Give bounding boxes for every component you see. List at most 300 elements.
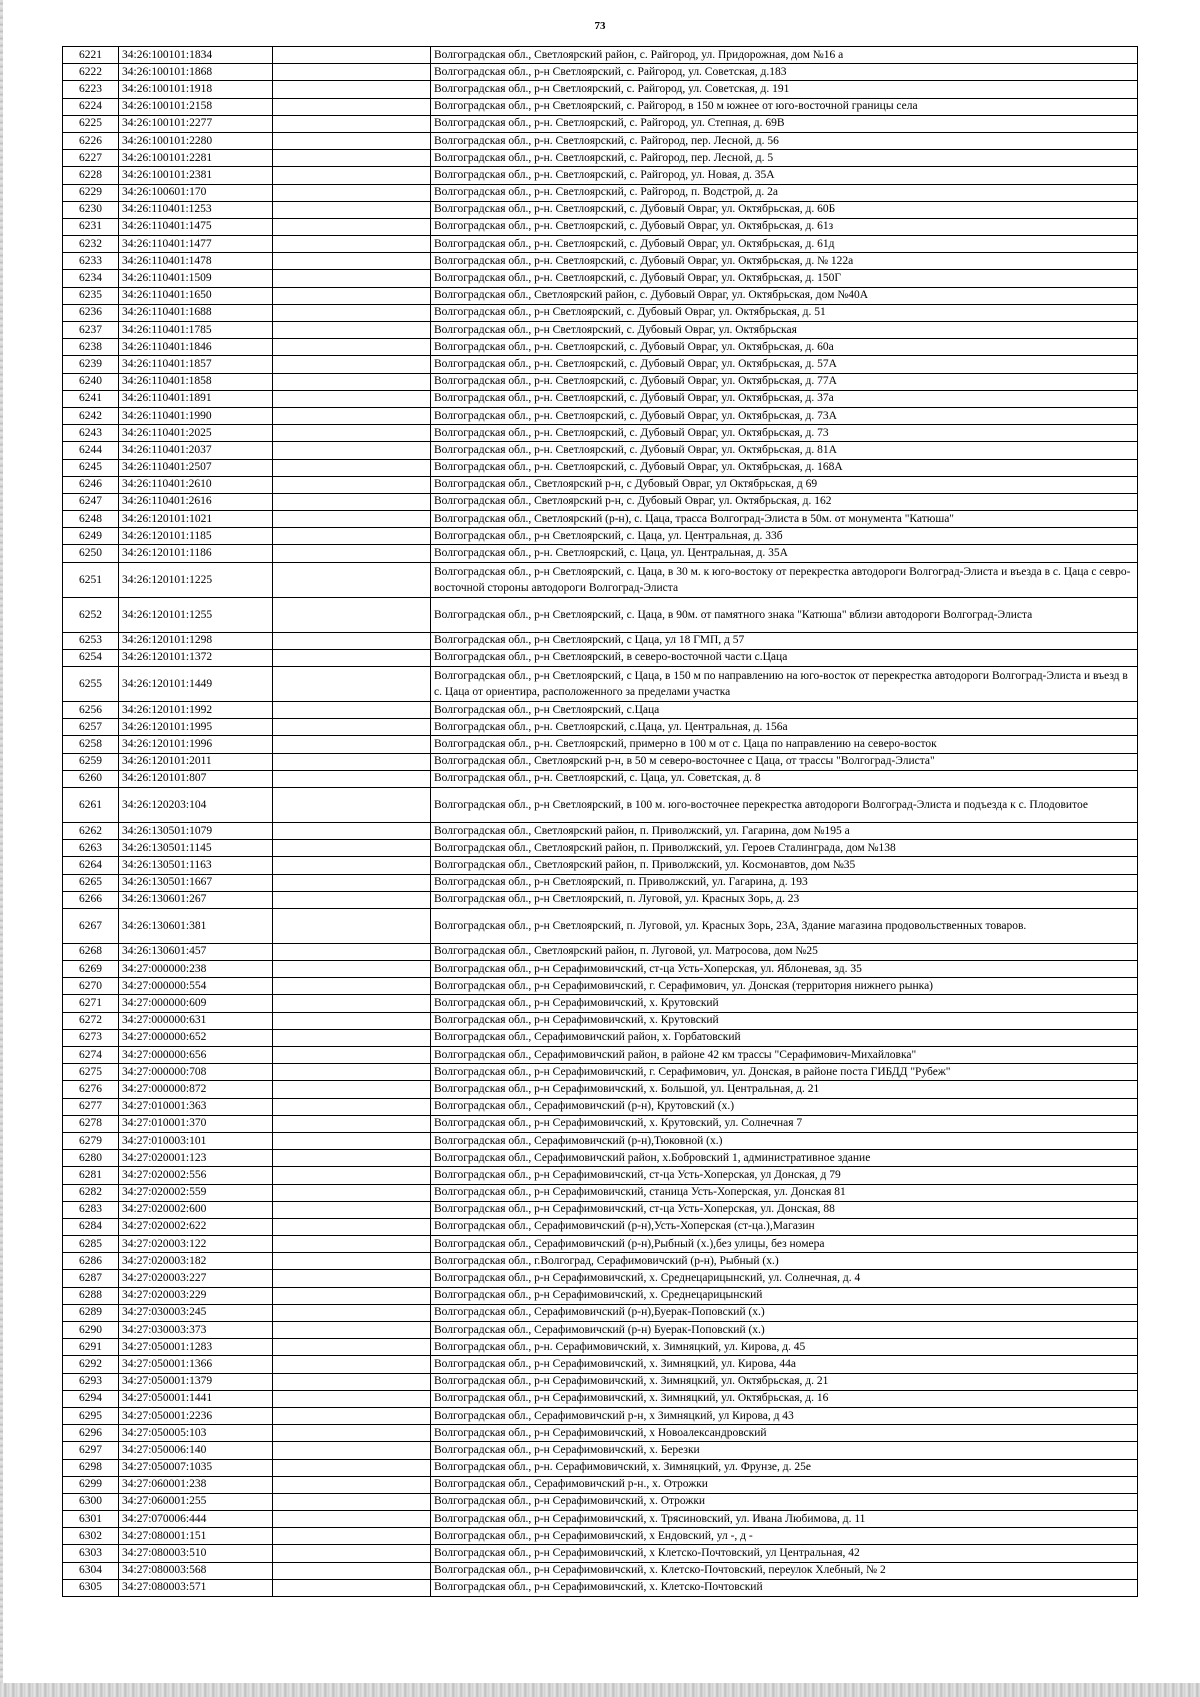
address: Волгоградская обл., р-н Светлоярский, с. Райгород, ул. Советская, д. 191 — [431, 81, 1138, 98]
cadastral-number: 34:26:110401:2025 — [119, 425, 273, 442]
blank-cell — [273, 1184, 431, 1201]
cadastral-number: 34:26:130601:457 — [119, 943, 273, 960]
table-row — [63, 1322, 1138, 1339]
row-number: 6223 — [63, 81, 119, 98]
table-row — [63, 459, 1138, 476]
row-number: 6295 — [63, 1407, 119, 1424]
address: Волгоградская обл., г.Волгоград, Серафимовичский (р-н), Рыбный (х.) — [431, 1253, 1138, 1270]
address: Волгоградская обл., Светлоярский р-н, с Дубовый Овраг, ул Октябрьская, д 69 — [431, 476, 1138, 493]
row-number: 6267 — [63, 908, 119, 943]
row-number: 6277 — [63, 1098, 119, 1115]
blank-cell — [273, 356, 431, 373]
blank-cell — [273, 1201, 431, 1218]
address: Волгоградская обл., р-н Серафимовичский, х Клетско-Почтовский, ул Центральная, 42 — [431, 1545, 1138, 1562]
blank-cell — [273, 545, 431, 562]
row-number: 6304 — [63, 1562, 119, 1579]
row-number: 6300 — [63, 1493, 119, 1510]
blank-cell — [273, 1373, 431, 1390]
address: Волгоградская обл., р-н Светлоярский, с. Дубовый Овраг, ул. Октябрьская — [431, 322, 1138, 339]
cadastral-number: 34:27:020001:123 — [119, 1150, 273, 1167]
row-number: 6294 — [63, 1390, 119, 1407]
cadastral-number: 34:26:110401:1477 — [119, 236, 273, 253]
table-row — [63, 891, 1138, 908]
table-row — [63, 425, 1138, 442]
table-row — [63, 1511, 1138, 1528]
table-row — [63, 1132, 1138, 1149]
table-row — [63, 339, 1138, 356]
table-row — [63, 407, 1138, 424]
row-number: 6285 — [63, 1236, 119, 1253]
address: Волгоградская обл., р-н. Светлоярский, с. Дубовый Овраг, ул. Октябрьская, д. 73А — [431, 407, 1138, 424]
table-row — [63, 373, 1138, 390]
row-number: 6222 — [63, 64, 119, 81]
blank-cell — [273, 1029, 431, 1046]
blank-cell — [273, 719, 431, 736]
table-row — [63, 667, 1138, 702]
blank-cell — [273, 1047, 431, 1064]
row-number: 6303 — [63, 1545, 119, 1562]
row-number: 6265 — [63, 874, 119, 891]
table-row — [63, 649, 1138, 666]
table-row — [63, 1493, 1138, 1510]
cadastral-number: 34:26:110401:1858 — [119, 373, 273, 390]
row-number: 6302 — [63, 1528, 119, 1545]
row-number: 6243 — [63, 425, 119, 442]
blank-cell — [273, 511, 431, 528]
table-row — [63, 132, 1138, 149]
row-number: 6238 — [63, 339, 119, 356]
cadastral-number: 34:27:050001:1379 — [119, 1373, 273, 1390]
address: Волгоградская обл., Серафимовичский (р-н), Крутовский (х.) — [431, 1098, 1138, 1115]
table-row — [63, 236, 1138, 253]
cadastral-number: 34:27:000000:656 — [119, 1047, 273, 1064]
blank-cell — [273, 1287, 431, 1304]
row-number: 6282 — [63, 1184, 119, 1201]
row-number: 6234 — [63, 270, 119, 287]
table-row — [63, 1098, 1138, 1115]
blank-cell — [273, 649, 431, 666]
address: Волгоградская обл., р-н Серафимовичский, х. Отрожки — [431, 1493, 1138, 1510]
cadastral-number: 34:27:050001:1366 — [119, 1356, 273, 1373]
table-row — [63, 1029, 1138, 1046]
address: Волгоградская обл., р-н. Серафимовичский, х. Зимняцкий, ул. Фрунзе, д. 25е — [431, 1459, 1138, 1476]
row-number: 6233 — [63, 253, 119, 270]
table-row — [63, 528, 1138, 545]
address: Волгоградская обл., р-н Серафимовичский, х. Крутовский — [431, 1012, 1138, 1029]
table-row — [63, 597, 1138, 632]
row-number: 6266 — [63, 891, 119, 908]
table-row — [63, 218, 1138, 235]
blank-cell — [273, 753, 431, 770]
cadastral-number: 34:26:110401:1688 — [119, 304, 273, 321]
blank-cell — [273, 322, 431, 339]
table-row — [63, 1012, 1138, 1029]
cadastral-number: 34:26:130501:1145 — [119, 840, 273, 857]
registry-table-body — [63, 47, 1138, 1597]
row-number: 6274 — [63, 1047, 119, 1064]
table-row — [63, 753, 1138, 770]
cadastral-number: 34:27:050006:140 — [119, 1442, 273, 1459]
address: Волгоградская обл., р-н Серафимовичский, х Новоалександровский — [431, 1425, 1138, 1442]
blank-cell — [273, 1493, 431, 1510]
table-row — [63, 1459, 1138, 1476]
cadastral-number: 34:27:080003:510 — [119, 1545, 273, 1562]
address: Волгоградская обл., р-н Серафимовичский, станица Усть-Хоперская, ул. Донская 81 — [431, 1184, 1138, 1201]
blank-cell — [273, 442, 431, 459]
blank-cell — [273, 1425, 431, 1442]
address: Волгоградская обл., р-н Серафимовичский, ст-ца Усть-Хоперская, ул. Донская, 88 — [431, 1201, 1138, 1218]
blank-cell — [273, 339, 431, 356]
row-number: 6298 — [63, 1459, 119, 1476]
address: Волгоградская обл., р-н. Светлоярский, с. Цаца, ул. Центральная, д. 35А — [431, 545, 1138, 562]
cadastral-number: 34:26:100101:2158 — [119, 98, 273, 115]
blank-cell — [273, 702, 431, 719]
cadastral-number: 34:26:120101:1186 — [119, 545, 273, 562]
cadastral-number: 34:26:110401:1253 — [119, 201, 273, 218]
blank-cell — [273, 253, 431, 270]
cadastral-number: 34:26:120101:1255 — [119, 597, 273, 632]
cadastral-number: 34:27:000000:554 — [119, 978, 273, 995]
row-number: 6242 — [63, 407, 119, 424]
row-number: 6235 — [63, 287, 119, 304]
blank-cell — [273, 132, 431, 149]
cadastral-number: 34:26:110401:1785 — [119, 322, 273, 339]
cadastral-number: 34:26:130501:1667 — [119, 874, 273, 891]
cadastral-number: 34:27:000000:652 — [119, 1029, 273, 1046]
blank-cell — [273, 1322, 431, 1339]
blank-cell — [273, 874, 431, 891]
address: Волгоградская обл., р-н Серафимовичский, х. Клетско-Почтовский — [431, 1579, 1138, 1596]
row-number: 6255 — [63, 667, 119, 702]
table-row — [63, 719, 1138, 736]
table-row — [63, 1064, 1138, 1081]
blank-cell — [273, 1390, 431, 1407]
row-number: 6260 — [63, 770, 119, 787]
cadastral-number: 34:27:020003:229 — [119, 1287, 273, 1304]
table-row — [63, 1218, 1138, 1235]
table-row — [63, 1236, 1138, 1253]
row-number: 6281 — [63, 1167, 119, 1184]
cadastral-number: 34:27:030003:373 — [119, 1322, 273, 1339]
row-number: 6237 — [63, 322, 119, 339]
address: Волгоградская обл., р-н. Светлоярский, с. Райгород, пер. Лесной, д. 5 — [431, 150, 1138, 167]
blank-cell — [273, 787, 431, 822]
table-row — [63, 961, 1138, 978]
table-row — [63, 1150, 1138, 1167]
row-number: 6244 — [63, 442, 119, 459]
cadastral-number: 34:27:000000:631 — [119, 1012, 273, 1029]
row-number: 6261 — [63, 787, 119, 822]
blank-cell — [273, 373, 431, 390]
blank-cell — [273, 1459, 431, 1476]
cadastral-number: 34:27:020003:227 — [119, 1270, 273, 1287]
table-row — [63, 1201, 1138, 1218]
row-number: 6283 — [63, 1201, 119, 1218]
table-row — [63, 1476, 1138, 1493]
address: Волгоградская обл., Серафимовичский (р-н),Рыбный (х.),без улицы, без номера — [431, 1236, 1138, 1253]
cadastral-number: 34:26:120101:1992 — [119, 702, 273, 719]
cadastral-number: 34:26:100101:2381 — [119, 167, 273, 184]
blank-cell — [273, 201, 431, 218]
row-number: 6262 — [63, 822, 119, 839]
table-row — [63, 632, 1138, 649]
blank-cell — [273, 270, 431, 287]
blank-cell — [273, 115, 431, 132]
cadastral-number: 34:27:000000:872 — [119, 1081, 273, 1098]
cadastral-number: 34:26:110401:1846 — [119, 339, 273, 356]
row-number: 6239 — [63, 356, 119, 373]
table-row — [63, 304, 1138, 321]
cadastral-number: 34:26:110401:1891 — [119, 390, 273, 407]
table-row — [63, 1545, 1138, 1562]
table-row — [63, 442, 1138, 459]
scan-edge-bottom — [0, 1683, 1200, 1697]
address: Волгоградская обл., р-н Серафимовичский, х. Большой, ул. Центральная, д. 21 — [431, 1081, 1138, 1098]
row-number: 6297 — [63, 1442, 119, 1459]
table-row — [63, 822, 1138, 839]
cadastral-number: 34:27:060001:238 — [119, 1476, 273, 1493]
cadastral-number: 34:27:000000:609 — [119, 995, 273, 1012]
cadastral-number: 34:27:020002:622 — [119, 1218, 273, 1235]
cadastral-number: 34:26:110401:2037 — [119, 442, 273, 459]
cadastral-number: 34:26:100101:1868 — [119, 64, 273, 81]
address: Волгоградская обл., р-н Светлоярский, с. Райгород, в 150 м южнее от юго-восточной границы села — [431, 98, 1138, 115]
table-row — [63, 390, 1138, 407]
table-row — [63, 1373, 1138, 1390]
address: Волгоградская обл., р-н Светлоярский, п. Луговой, ул. Красных Зорь, 23А, Здание магазина продовольственных товаров. — [431, 908, 1138, 943]
row-number: 6301 — [63, 1511, 119, 1528]
table-row — [63, 150, 1138, 167]
row-number: 6293 — [63, 1373, 119, 1390]
cadastral-number: 34:27:010003:101 — [119, 1132, 273, 1149]
cadastral-number: 34:27:080003:571 — [119, 1579, 273, 1596]
blank-cell — [273, 1236, 431, 1253]
blank-cell — [273, 407, 431, 424]
blank-cell — [273, 167, 431, 184]
address: Волгоградская обл., р-н. Светлоярский, с. Дубовый Овраг, ул. Октябрьская, д. 73 — [431, 425, 1138, 442]
table-row — [63, 511, 1138, 528]
address: Волгоградская обл., р-н Светлоярский, с. Цаца, ул. Центральная, д. 33б — [431, 528, 1138, 545]
address: Волгоградская обл., р-н. Светлоярский, с. Дубовый Овраг, ул. Октябрьская, д. 168А — [431, 459, 1138, 476]
address: Волгоградская обл., Серафимовичский район, в районе 42 км трассы "Серафимович-Михайловка" — [431, 1047, 1138, 1064]
row-number: 6248 — [63, 511, 119, 528]
address: Волгоградская обл., р-н Серафимовичский, х. Крутовский, ул. Солнечная 7 — [431, 1115, 1138, 1132]
table-row — [63, 1081, 1138, 1098]
blank-cell — [273, 81, 431, 98]
table-row — [63, 1304, 1138, 1321]
address: Волгоградская обл., Серафимовичский (р-н) Буерак-Поповский (х.) — [431, 1322, 1138, 1339]
blank-cell — [273, 1579, 431, 1596]
table-row — [63, 1579, 1138, 1596]
blank-cell — [273, 184, 431, 201]
address: Волгоградская обл., р-н Светлоярский, в северо-восточной части с.Цаца — [431, 649, 1138, 666]
table-row — [63, 115, 1138, 132]
blank-cell — [273, 304, 431, 321]
table-row — [63, 736, 1138, 753]
address: Волгоградская обл., р-н. Светлоярский, с. Дубовый Овраг, ул. Октябрьская, д. 150Г — [431, 270, 1138, 287]
address: Волгоградская обл., р-н Светлоярский, с.Цаца — [431, 702, 1138, 719]
row-number: 6305 — [63, 1579, 119, 1596]
blank-cell — [273, 150, 431, 167]
blank-cell — [273, 857, 431, 874]
cadastral-number: 34:26:110401:1857 — [119, 356, 273, 373]
row-number: 6249 — [63, 528, 119, 545]
address: Волгоградская обл., р-н Серафимовичский, х. Зимняцкий, ул. Кирова, 44а — [431, 1356, 1138, 1373]
table-row — [63, 270, 1138, 287]
address: Волгоградская обл., Серафимовичский район, х.Бобровский 1, административное здание — [431, 1150, 1138, 1167]
row-number: 6253 — [63, 632, 119, 649]
blank-cell — [273, 667, 431, 702]
row-number: 6271 — [63, 995, 119, 1012]
table-row — [63, 98, 1138, 115]
blank-cell — [273, 1218, 431, 1235]
blank-cell — [273, 961, 431, 978]
row-number: 6227 — [63, 150, 119, 167]
blank-cell — [273, 493, 431, 510]
row-number: 6221 — [63, 47, 119, 64]
blank-cell — [273, 1545, 431, 1562]
blank-cell — [273, 943, 431, 960]
blank-cell — [273, 1132, 431, 1149]
address: Волгоградская обл., Светлоярский район, п. Приволжский, ул. Гагарина, дом №195 а — [431, 822, 1138, 839]
address: Волгоградская обл., Серафимовичский (р-н),Усть-Хоперская (ст-ца.),Магазин — [431, 1218, 1138, 1235]
table-row — [63, 562, 1138, 597]
row-number: 6268 — [63, 943, 119, 960]
row-number: 6241 — [63, 390, 119, 407]
table-row — [63, 1253, 1138, 1270]
table-row — [63, 874, 1138, 891]
table-row — [63, 1562, 1138, 1579]
table-row — [63, 1167, 1138, 1184]
address: Волгоградская обл., р-н. Светлоярский, с. Дубовый Овраг, ул. Октябрьская, д. 37а — [431, 390, 1138, 407]
cadastral-number: 34:26:100101:2280 — [119, 132, 273, 149]
address: Волгоградская обл., Серафимовичский р-н, х Зимняцкий, ул Кирова, д 43 — [431, 1407, 1138, 1424]
table-row — [63, 770, 1138, 787]
cadastral-number: 34:26:120101:1995 — [119, 719, 273, 736]
cadastral-number: 34:26:100101:2277 — [119, 115, 273, 132]
row-number: 6286 — [63, 1253, 119, 1270]
cadastral-number: 34:27:050001:1441 — [119, 1390, 273, 1407]
cadastral-number: 34:26:120101:807 — [119, 770, 273, 787]
cadastral-number: 34:26:110401:1475 — [119, 218, 273, 235]
table-row — [63, 787, 1138, 822]
cadastral-number: 34:27:000000:238 — [119, 961, 273, 978]
address: Волгоградская обл., р-н Светлоярский, п. Луговой, ул. Красных Зорь, д. 23 — [431, 891, 1138, 908]
table-row — [63, 1528, 1138, 1545]
page-number: 73 — [594, 20, 606, 32]
table-row — [63, 287, 1138, 304]
cadastral-number: 34:26:120203:104 — [119, 787, 273, 822]
address: Волгоградская обл., р-н. Светлоярский, с. Дубовый Овраг, ул. Октябрьская, д. 60а — [431, 339, 1138, 356]
blank-cell — [273, 1012, 431, 1029]
row-number: 6270 — [63, 978, 119, 995]
row-number: 6252 — [63, 597, 119, 632]
address: Волгоградская обл., р-н. Светлоярский, с. Райгород, пер. Лесной, д. 56 — [431, 132, 1138, 149]
table-row — [63, 1115, 1138, 1132]
table-row — [63, 1390, 1138, 1407]
row-number: 6288 — [63, 1287, 119, 1304]
address: Волгоградская обл., р-н Светлоярский, с. Райгород, ул. Советская, д.183 — [431, 64, 1138, 81]
cadastral-number: 34:26:110401:1990 — [119, 407, 273, 424]
blank-cell — [273, 632, 431, 649]
row-number: 6246 — [63, 476, 119, 493]
blank-cell — [273, 1270, 431, 1287]
address: Волгоградская обл., р-н. Светлоярский, с. Дубовый Овраг, ул. Октябрьская, д. 61з — [431, 218, 1138, 235]
row-number: 6291 — [63, 1339, 119, 1356]
blank-cell — [273, 1528, 431, 1545]
address: Волгоградская обл., Светлоярский р-н, с. Дубовый Овраг, ул. Октябрьская, д. 162 — [431, 493, 1138, 510]
row-number: 6273 — [63, 1029, 119, 1046]
cadastral-number: 34:26:110401:2507 — [119, 459, 273, 476]
address: Волгоградская обл., р-н. Светлоярский, с. Райгород, ул. Новая, д. 35А — [431, 167, 1138, 184]
cadastral-number: 34:27:080003:568 — [119, 1562, 273, 1579]
cadastral-number: 34:26:120101:1225 — [119, 562, 273, 597]
row-number: 6230 — [63, 201, 119, 218]
row-number: 6240 — [63, 373, 119, 390]
table-row — [63, 356, 1138, 373]
blank-cell — [273, 908, 431, 943]
address: Волгоградская обл., Светлоярский р-н, в 50 м северо-восточнее с Цаца, от трассы "Волгоград-Элиста" — [431, 753, 1138, 770]
address: Волгоградская обл., р-н Светлоярский, в 100 м. юго-восточнее перекрестка автодороги Волгоград-Элиста и подъезда к с. Плодовитое — [431, 787, 1138, 822]
table-row — [63, 201, 1138, 218]
address: Волгоградская обл., Серафимовичский (р-н),Буерак-Поповский (х.) — [431, 1304, 1138, 1321]
blank-cell — [273, 840, 431, 857]
address: Волгоградская обл., р-н. Светлоярский, с.Цаца, ул. Центральная, д. 156а — [431, 719, 1138, 736]
row-number: 6225 — [63, 115, 119, 132]
cadastral-number: 34:26:130501:1163 — [119, 857, 273, 874]
cadastral-number: 34:26:100101:1918 — [119, 81, 273, 98]
blank-cell — [273, 425, 431, 442]
row-number: 6259 — [63, 753, 119, 770]
row-number: 6264 — [63, 857, 119, 874]
address: Волгоградская обл., Светлоярский район, п. Приволжский, ул. Космонавтов, дом №35 — [431, 857, 1138, 874]
cadastral-number: 34:26:120101:1449 — [119, 667, 273, 702]
address: Волгоградская обл., Серафимовичский р-н., х. Отрожки — [431, 1476, 1138, 1493]
row-number: 6299 — [63, 1476, 119, 1493]
address: Волгоградская обл., р-н. Светлоярский, с. Дубовый Овраг, ул. Октябрьская, д. 60Б — [431, 201, 1138, 218]
blank-cell — [273, 1476, 431, 1493]
address: Волгоградская обл., р-н Серафимовичский, х Ендовский, ул -, д - — [431, 1528, 1138, 1545]
blank-cell — [273, 1115, 431, 1132]
blank-cell — [273, 1562, 431, 1579]
blank-cell — [273, 1442, 431, 1459]
table-row — [63, 64, 1138, 81]
address: Волгоградская обл., Светлоярский (р-н), с. Цаца, трасса Волгоград-Элиста в 50м. от монумента "Катюша" — [431, 511, 1138, 528]
cadastral-number: 34:27:050001:1283 — [119, 1339, 273, 1356]
blank-cell — [273, 770, 431, 787]
table-row — [63, 545, 1138, 562]
table-row — [63, 995, 1138, 1012]
cadastral-number: 34:27:000000:708 — [119, 1064, 273, 1081]
address: Волгоградская обл., р-н Серафимовичский, х. Среднецарицынский — [431, 1287, 1138, 1304]
address: Волгоградская обл., Светлоярский район, с. Райгород, ул. Придорожная, дом №16 а — [431, 47, 1138, 64]
row-number: 6276 — [63, 1081, 119, 1098]
blank-cell — [273, 98, 431, 115]
address: Волгоградская обл., р-н. Светлоярский, с. Дубовый Овраг, ул. Октябрьская, д. № 122а — [431, 253, 1138, 270]
scan-edge-left — [0, 0, 3, 1697]
cadastral-number: 34:26:110401:1478 — [119, 253, 273, 270]
cadastral-number: 34:26:120101:1372 — [119, 649, 273, 666]
address: Волгоградская обл., р-н Серафимовичский, г. Серафимович, ул. Донская (территория нижнего рынка) — [431, 978, 1138, 995]
row-number: 6287 — [63, 1270, 119, 1287]
cadastral-number: 34:26:110401:2616 — [119, 493, 273, 510]
blank-cell — [273, 64, 431, 81]
row-number: 6226 — [63, 132, 119, 149]
address: Волгоградская обл., р-н Серафимовичский, х. Зимняцкий, ул. Октябрьская, д. 16 — [431, 1390, 1138, 1407]
address: Волгоградская обл., р-н. Светлоярский, с. Райгород, ул. Степная, д. 69В — [431, 115, 1138, 132]
address: Волгоградская обл., р-н. Светлоярский, с. Дубовый Овраг, ул. Октябрьская, д. 77А — [431, 373, 1138, 390]
registry-table-container — [62, 46, 1137, 1597]
